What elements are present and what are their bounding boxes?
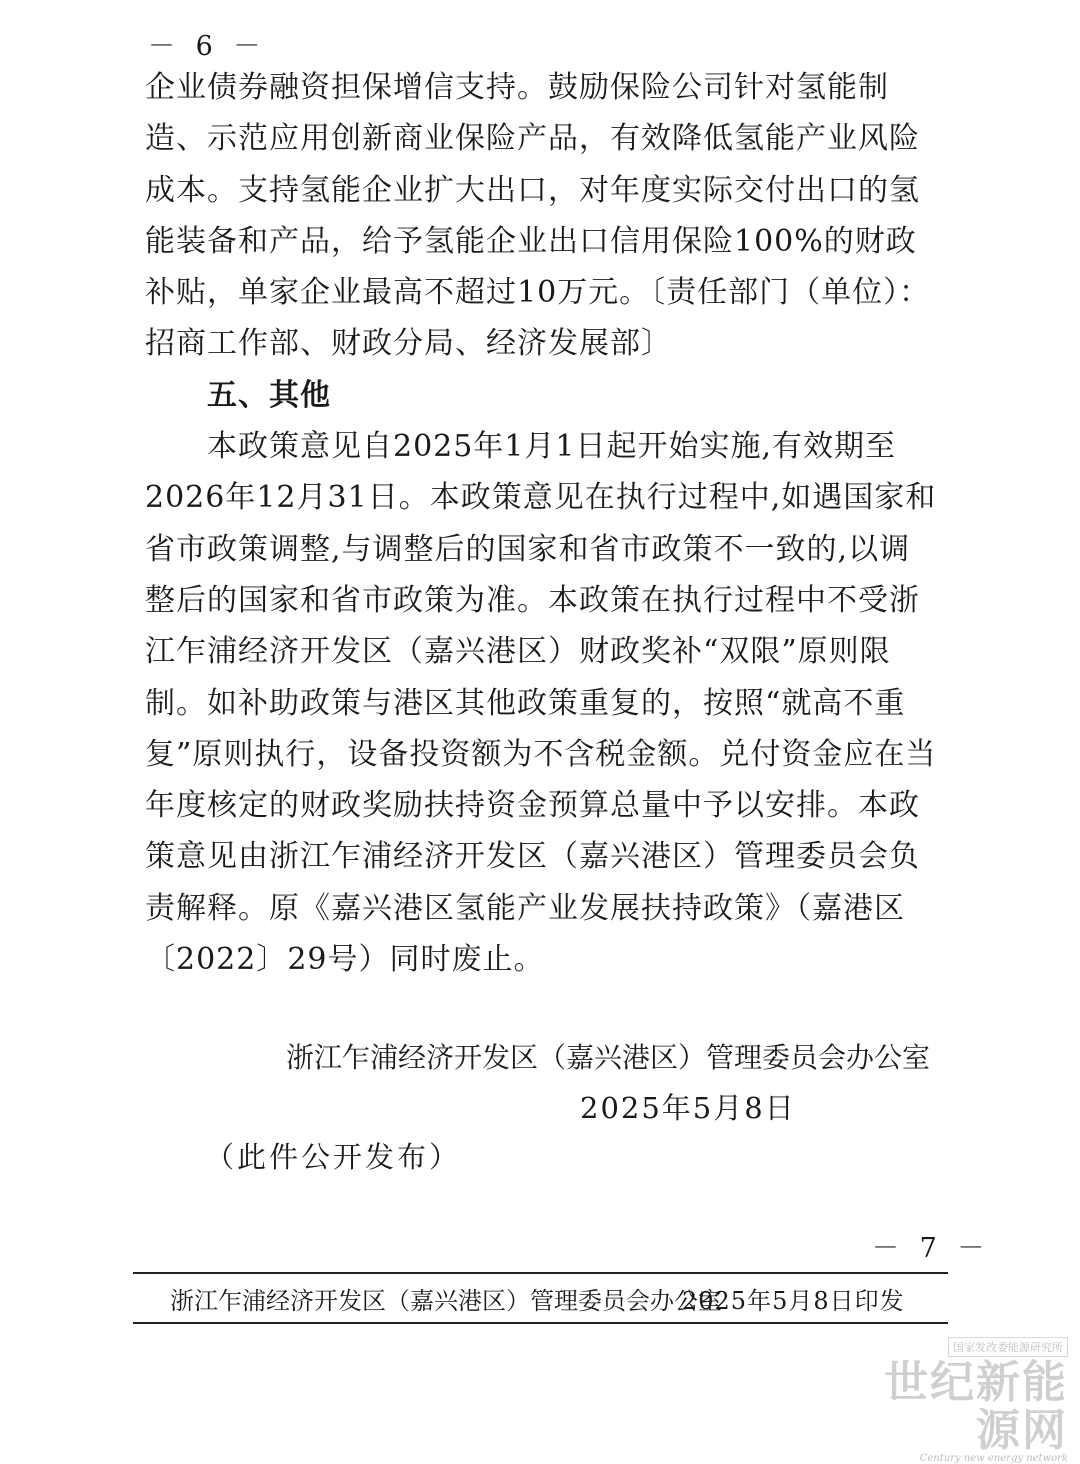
signature-issuer: 浙江乍浦经济开发区（嘉兴港区）管理委员会办公室 [285, 1041, 930, 1074]
watermark-main-text: 世纪新能源网 [884, 1357, 1068, 1456]
document-body [145, 62, 940, 985]
footer-rule-top [133, 1272, 948, 1274]
section-heading: 五、其他 [207, 377, 331, 413]
section-paragraph: 本政策意见自2025年1月1日起开始实施,有效期至2026年12月31日。本政策意见在执行过程中,如遇国家和省市政策调整,与调整后的国家和省市政策不一致的,以调整后的国家和省市政策为准。本政策在执行过程中不受浙江乍浦经济开发区（嘉兴港区）财政奖补“双限”原则限制。如补助政策与港区其他政策重复的，按照“就高不重复”原则执行，设备投资额为不含税金额。兑付资金应在当年度核定的财政奖励扶持资金预算总量中予以安排。本政策意见由浙江乍浦经济开发区（嘉兴港区）管理委员会负责解释。原《嘉兴港区氢能产业发展扶持政策》（嘉港区〔2022〕29号）同时废止。 [145, 429, 937, 978]
page-number-bottom: － 7 － [872, 1233, 991, 1264]
public-release-note: （此件公开发布） [205, 1140, 462, 1174]
watermark-logo [868, 1336, 1068, 1464]
continuation-paragraph: 企业债券融资担保增信支持。鼓励保险公司针对氢能制造、示范应用创新商业保险产品，有效降低氢能产业风险成本。支持氢能企业扩大出口，对年度实际交付出口的氢能装备和产品，给予氢能企业出口信用保险100%的财政补贴，单家企业最高不超过10万元。〔责任部门（单位）：招商工作部、财政分局、经济发展部〕 [145, 70, 931, 362]
watermark-top-text: 国家发改委能源研究所 [948, 1337, 1068, 1357]
footer-rule-bottom [133, 1322, 948, 1324]
footer-issuer: 浙江乍浦经济开发区（嘉兴港区）管理委员会办公室 [170, 1287, 722, 1315]
watermark-sub-text: Century new energy network [919, 1453, 1068, 1464]
page-number-top: － 6 － [148, 31, 267, 62]
footer-print-date: 2025年5月8日印发 [682, 1287, 905, 1315]
signature-date: 2025年5月8日 [580, 1091, 796, 1125]
